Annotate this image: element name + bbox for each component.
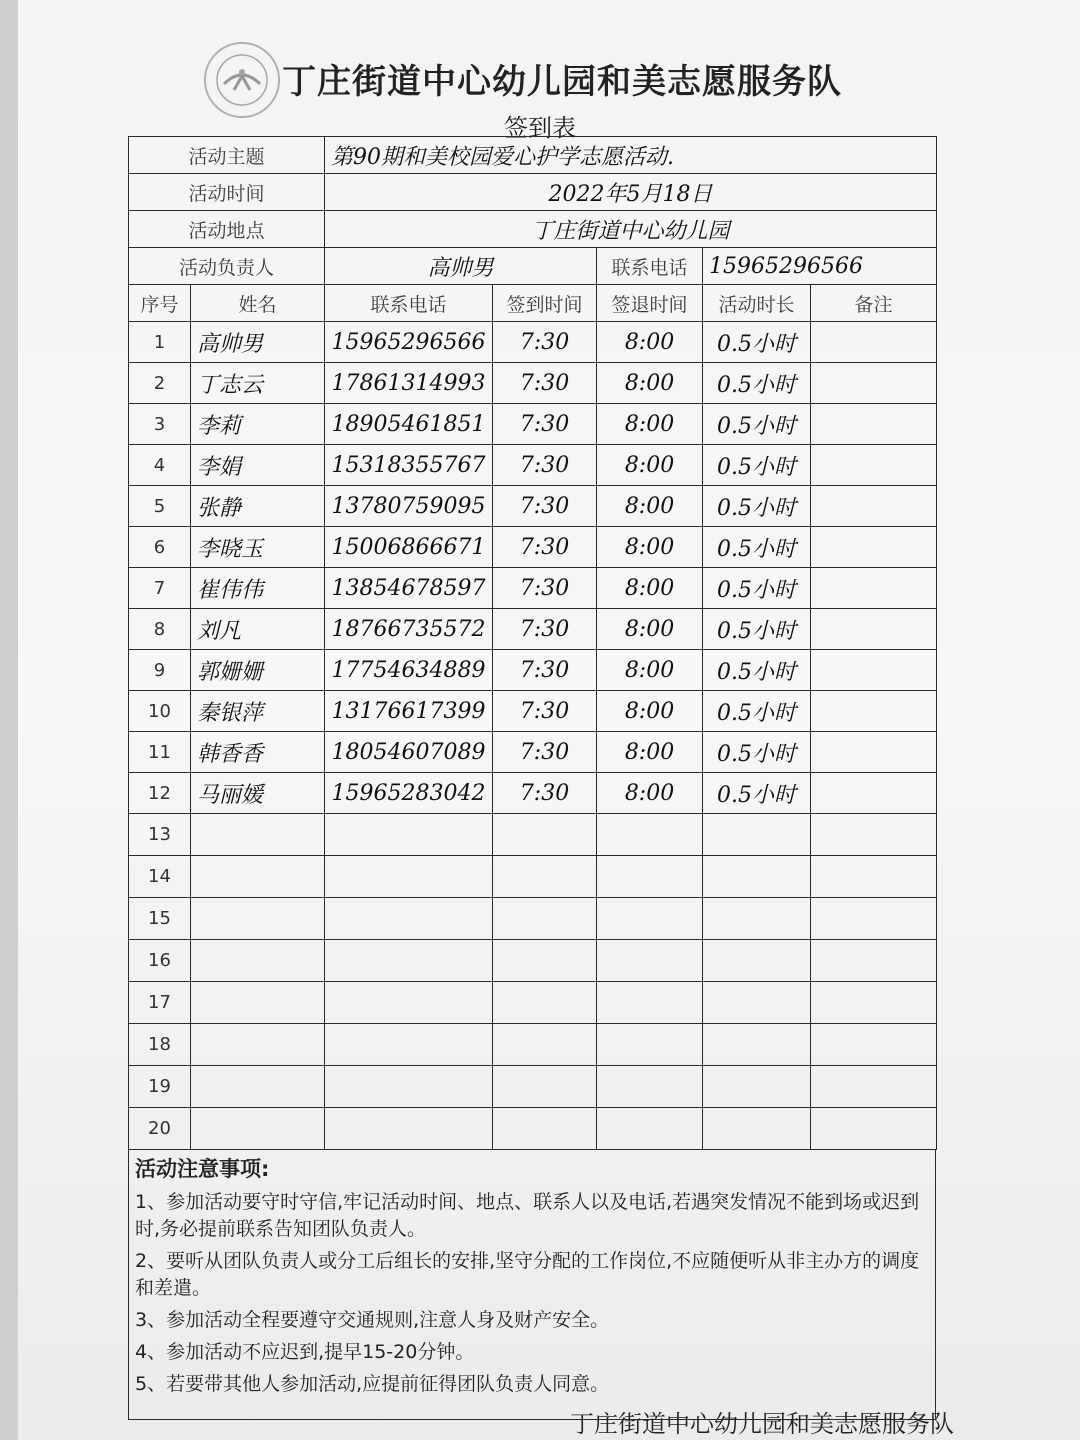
sign-in-time <box>493 1024 597 1066</box>
remark <box>811 1108 937 1150</box>
row-number: 11 <box>129 732 191 773</box>
row-number: 13 <box>129 814 191 856</box>
sign-in-form <box>128 136 936 1420</box>
activity-duration: 0.5小时 <box>703 322 811 363</box>
row-number: 5 <box>129 486 191 527</box>
attendee-phone: 17861314993 <box>325 363 493 404</box>
attendee-name: 高帅男 <box>191 322 325 363</box>
remark <box>811 609 937 650</box>
leader-value: 高帅男 <box>325 248 597 285</box>
attendee-name <box>191 940 325 982</box>
activity-duration <box>703 1024 811 1066</box>
table-row <box>129 650 937 691</box>
column-header: 联系电话 <box>325 285 493 322</box>
attendee-name <box>191 898 325 940</box>
sign-out-time: 8:00 <box>597 445 703 486</box>
kindergarten-logo-icon <box>204 42 280 118</box>
sign-in-time <box>493 898 597 940</box>
attendee-phone <box>325 1024 493 1066</box>
activity-duration <box>703 856 811 898</box>
column-header: 签到时间 <box>493 285 597 322</box>
remark <box>811 363 937 404</box>
attendee-phone <box>325 898 493 940</box>
sign-in-time: 7:30 <box>493 609 597 650</box>
notes-section <box>128 1150 936 1420</box>
table-row <box>129 609 937 650</box>
remark <box>811 982 937 1024</box>
attendee-name: 李莉 <box>191 404 325 445</box>
attendee-name: 丁志云 <box>191 363 325 404</box>
row-number: 17 <box>129 982 191 1024</box>
sign-out-time <box>597 940 703 982</box>
attendee-name: 李娟 <box>191 445 325 486</box>
activity-duration: 0.5小时 <box>703 527 811 568</box>
sign-in-time: 7:30 <box>493 732 597 773</box>
info-row-theme <box>129 137 937 174</box>
sign-in-time: 7:30 <box>493 404 597 445</box>
sign-in-time: 7:30 <box>493 568 597 609</box>
attendee-name <box>191 1066 325 1108</box>
activity-duration <box>703 814 811 856</box>
attendee-name: 崔伟伟 <box>191 568 325 609</box>
remark <box>811 650 937 691</box>
remark <box>811 486 937 527</box>
info-row-place <box>129 211 937 248</box>
column-header: 姓名 <box>191 285 325 322</box>
row-number: 4 <box>129 445 191 486</box>
activity-duration: 0.5小时 <box>703 363 811 404</box>
attendee-phone: 15318355767 <box>325 445 493 486</box>
sign-out-time <box>597 1066 703 1108</box>
table-row <box>129 1108 937 1150</box>
attendee-name <box>191 1024 325 1066</box>
remark <box>811 856 937 898</box>
time-value: 2022年5月18日 <box>325 174 937 211</box>
sign-in-time: 7:30 <box>493 773 597 814</box>
remark <box>811 814 937 856</box>
sign-in-time: 7:30 <box>493 650 597 691</box>
row-number: 3 <box>129 404 191 445</box>
sign-out-time <box>597 1024 703 1066</box>
remark <box>811 898 937 940</box>
sign-in-time <box>493 1066 597 1108</box>
attendee-phone: 15006866671 <box>325 527 493 568</box>
page-title: 丁庄街道中心幼儿园和美志愿服务队 <box>282 62 842 102</box>
remark <box>811 322 937 363</box>
sign-out-time: 8:00 <box>597 363 703 404</box>
theme-label: 活动主题 <box>129 137 325 174</box>
note-item: 1、参加活动要守时守信,牢记活动时间、地点、联系人以及电话,若遇突发情况不能到场或迟到时,务必提前联系告知团队负责人。 <box>135 1191 920 1240</box>
activity-duration: 0.5小时 <box>703 445 811 486</box>
place-value: 丁庄街道中心幼儿园 <box>325 211 937 248</box>
remark <box>811 568 937 609</box>
sign-in-time: 7:30 <box>493 322 597 363</box>
note-item: 2、要听从团队负责人或分工后组长的安排,坚守分配的工作岗位,不应随便听从非主办方的调度和差遣。 <box>135 1250 920 1299</box>
attendee-name: 李晓玉 <box>191 527 325 568</box>
attendee-phone: 15965283042 <box>325 773 493 814</box>
remark <box>811 691 937 732</box>
row-number: 15 <box>129 898 191 940</box>
attendee-name: 韩香香 <box>191 732 325 773</box>
sign-out-time <box>597 814 703 856</box>
row-number: 9 <box>129 650 191 691</box>
sign-in-time <box>493 856 597 898</box>
table-row <box>129 982 937 1024</box>
table-row <box>129 856 937 898</box>
sign-in-time <box>493 814 597 856</box>
activity-duration: 0.5小时 <box>703 486 811 527</box>
row-number: 18 <box>129 1024 191 1066</box>
attendee-phone: 13780759095 <box>325 486 493 527</box>
attendee-name <box>191 856 325 898</box>
column-header: 序号 <box>129 285 191 322</box>
attendee-name: 郭姗姗 <box>191 650 325 691</box>
activity-duration <box>703 1108 811 1150</box>
remark <box>811 773 937 814</box>
row-number: 2 <box>129 363 191 404</box>
table-row <box>129 773 937 814</box>
table-row <box>129 363 937 404</box>
attendee-name <box>191 1108 325 1150</box>
activity-duration: 0.5小时 <box>703 404 811 445</box>
sign-out-time: 8:00 <box>597 527 703 568</box>
sign-out-time: 8:00 <box>597 691 703 732</box>
table-row <box>129 898 937 940</box>
sign-out-time: 8:00 <box>597 322 703 363</box>
row-number: 8 <box>129 609 191 650</box>
table-row <box>129 1024 937 1066</box>
activity-duration: 0.5小时 <box>703 650 811 691</box>
sign-in-time: 7:30 <box>493 691 597 732</box>
table-row <box>129 445 937 486</box>
table-row <box>129 691 937 732</box>
place-label: 活动地点 <box>129 211 325 248</box>
sign-in-time: 7:30 <box>493 527 597 568</box>
note-item: 3、参加活动全程要遵守交通规则,注意人身及财产安全。 <box>135 1309 610 1331</box>
sign-out-time <box>597 1108 703 1150</box>
sign-out-time <box>597 898 703 940</box>
attendee-name <box>191 982 325 1024</box>
table-row <box>129 814 937 856</box>
sign-out-time: 8:00 <box>597 650 703 691</box>
info-row-leader <box>129 248 937 285</box>
row-number: 20 <box>129 1108 191 1150</box>
activity-duration: 0.5小时 <box>703 568 811 609</box>
attendee-rows <box>129 322 937 1150</box>
activity-duration <box>703 982 811 1024</box>
activity-duration: 0.5小时 <box>703 609 811 650</box>
row-number: 10 <box>129 691 191 732</box>
footer-organization: 丁庄街道中心幼儿园和美志愿服务队 <box>570 1410 954 1438</box>
table-row <box>129 527 937 568</box>
attendee-phone: 13854678597 <box>325 568 493 609</box>
row-number: 6 <box>129 527 191 568</box>
sign-in-time <box>493 940 597 982</box>
row-number: 12 <box>129 773 191 814</box>
attendee-phone <box>325 940 493 982</box>
info-row-time <box>129 174 937 211</box>
sign-out-time: 8:00 <box>597 568 703 609</box>
attendee-phone: 17754634889 <box>325 650 493 691</box>
column-header: 备注 <box>811 285 937 322</box>
attendee-phone: 15965296566 <box>325 322 493 363</box>
attendee-phone: 18054607089 <box>325 732 493 773</box>
column-header: 签退时间 <box>597 285 703 322</box>
row-number: 1 <box>129 322 191 363</box>
attendee-phone <box>325 1066 493 1108</box>
table-row <box>129 486 937 527</box>
remark <box>811 527 937 568</box>
activity-duration: 0.5小时 <box>703 773 811 814</box>
page-subtitle: 签到表 <box>504 114 576 142</box>
sign-out-time: 8:00 <box>597 609 703 650</box>
table-row <box>129 568 937 609</box>
notes-heading: 活动注意事项: <box>135 1157 270 1181</box>
sign-in-time: 7:30 <box>493 445 597 486</box>
table-row <box>129 404 937 445</box>
sign-out-time: 8:00 <box>597 732 703 773</box>
sign-out-time <box>597 982 703 1024</box>
activity-duration: 0.5小时 <box>703 691 811 732</box>
activity-duration <box>703 898 811 940</box>
attendee-phone: 18905461851 <box>325 404 493 445</box>
sign-in-time: 7:30 <box>493 486 597 527</box>
attendee-phone <box>325 814 493 856</box>
row-number: 7 <box>129 568 191 609</box>
time-label: 活动时间 <box>129 174 325 211</box>
note-item: 4、参加活动不应迟到,提早15-20分钟。 <box>135 1341 475 1363</box>
attendee-phone: 13176617399 <box>325 691 493 732</box>
remark <box>811 732 937 773</box>
row-number: 14 <box>129 856 191 898</box>
column-header: 活动时长 <box>703 285 811 322</box>
activity-duration <box>703 1066 811 1108</box>
table-row <box>129 732 937 773</box>
attendee-name: 刘凡 <box>191 609 325 650</box>
table-row <box>129 322 937 363</box>
sign-in-time: 7:30 <box>493 363 597 404</box>
attendee-phone <box>325 1108 493 1150</box>
theme-value: 第90期和美校园爱心护学志愿活动. <box>325 137 937 174</box>
sign-out-time <box>597 856 703 898</box>
column-header-row <box>129 285 937 322</box>
phone-label: 联系电话 <box>597 248 703 285</box>
note-item: 5、若要带其他人参加活动,应提前征得团队负责人同意。 <box>135 1373 610 1395</box>
attendee-phone <box>325 856 493 898</box>
remark <box>811 445 937 486</box>
attendee-phone <box>325 982 493 1024</box>
phone-value: 15965296566 <box>703 248 937 285</box>
sign-out-time: 8:00 <box>597 486 703 527</box>
attendee-phone: 18766735572 <box>325 609 493 650</box>
remark <box>811 940 937 982</box>
sign-out-time: 8:00 <box>597 773 703 814</box>
sign-in-time <box>493 1108 597 1150</box>
activity-duration <box>703 940 811 982</box>
sign-in-table <box>128 136 937 1150</box>
table-row <box>129 1066 937 1108</box>
remark <box>811 1024 937 1066</box>
leader-label: 活动负责人 <box>129 248 325 285</box>
attendee-name: 秦银萍 <box>191 691 325 732</box>
activity-duration: 0.5小时 <box>703 732 811 773</box>
attendee-name <box>191 814 325 856</box>
attendee-name: 张静 <box>191 486 325 527</box>
remark <box>811 1066 937 1108</box>
remark <box>811 404 937 445</box>
table-row <box>129 940 937 982</box>
attendee-name: 马丽媛 <box>191 773 325 814</box>
sign-in-time <box>493 982 597 1024</box>
row-number: 19 <box>129 1066 191 1108</box>
row-number: 16 <box>129 940 191 982</box>
sign-out-time: 8:00 <box>597 404 703 445</box>
